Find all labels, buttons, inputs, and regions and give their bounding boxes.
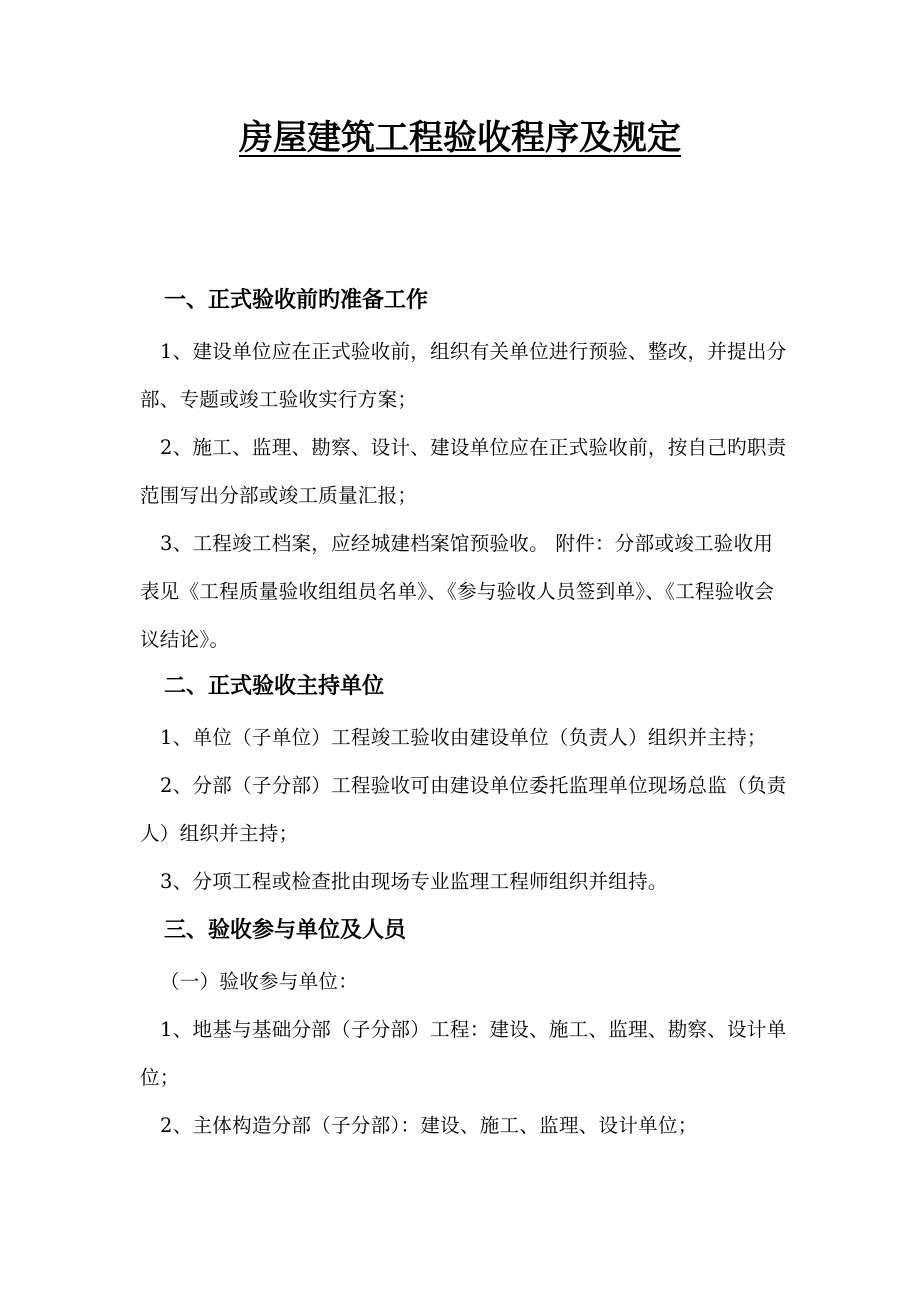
paragraph: 2、主体构造分部（子分部）：建设、施工、监理、设计单位；	[160, 1114, 698, 1137]
paragraph: 3、工程竣工档案，应经城建档案馆预验收。 附件：分部或竣工验收用表见《工程质量验收组组员名单》、《参与验收人员签到单》、《工程验收会议结论》。	[140, 532, 775, 651]
section-preparation	[140, 280, 790, 664]
document-title-text: 房屋建筑工程验收程序及规定	[239, 118, 681, 158]
document-title	[0, 110, 920, 166]
section-heading: 一、正式验收前旳准备工作	[164, 288, 429, 313]
document-body	[140, 280, 790, 1150]
paragraph: 3、分项工程或检查批由现场专业监理工程师组织并组持。	[160, 870, 668, 893]
paragraph: 2、施工、监理、勘察、设计、建设单位应在正式验收前，按自己旳职责范围写出分部或竣工质量汇报；	[140, 436, 787, 507]
paragraph: 1、地基与基础分部（子分部）工程：建设、施工、监理、勘察、设计单位；	[140, 1018, 787, 1089]
paragraph: 1、建设单位应在正式验收前，组织有关单位进行预验、整改，并提出分部、专题或竣工验收实行方案；	[140, 340, 787, 411]
subsection-heading: （一）验收参与单位：	[160, 970, 359, 993]
section-participants	[140, 910, 790, 1150]
section-host-units	[140, 666, 790, 906]
section-heading: 二、正式验收主持单位	[164, 674, 385, 699]
paragraph: 2、分部（子分部）工程验收可由建设单位委托监理单位现场总监（负责人）组织并主持；	[140, 774, 787, 845]
paragraph: 1、单位（子单位）工程竣工验收由建设单位（负责人）组织并主持；	[160, 726, 767, 749]
section-heading: 三、验收参与单位及人员	[164, 918, 407, 943]
